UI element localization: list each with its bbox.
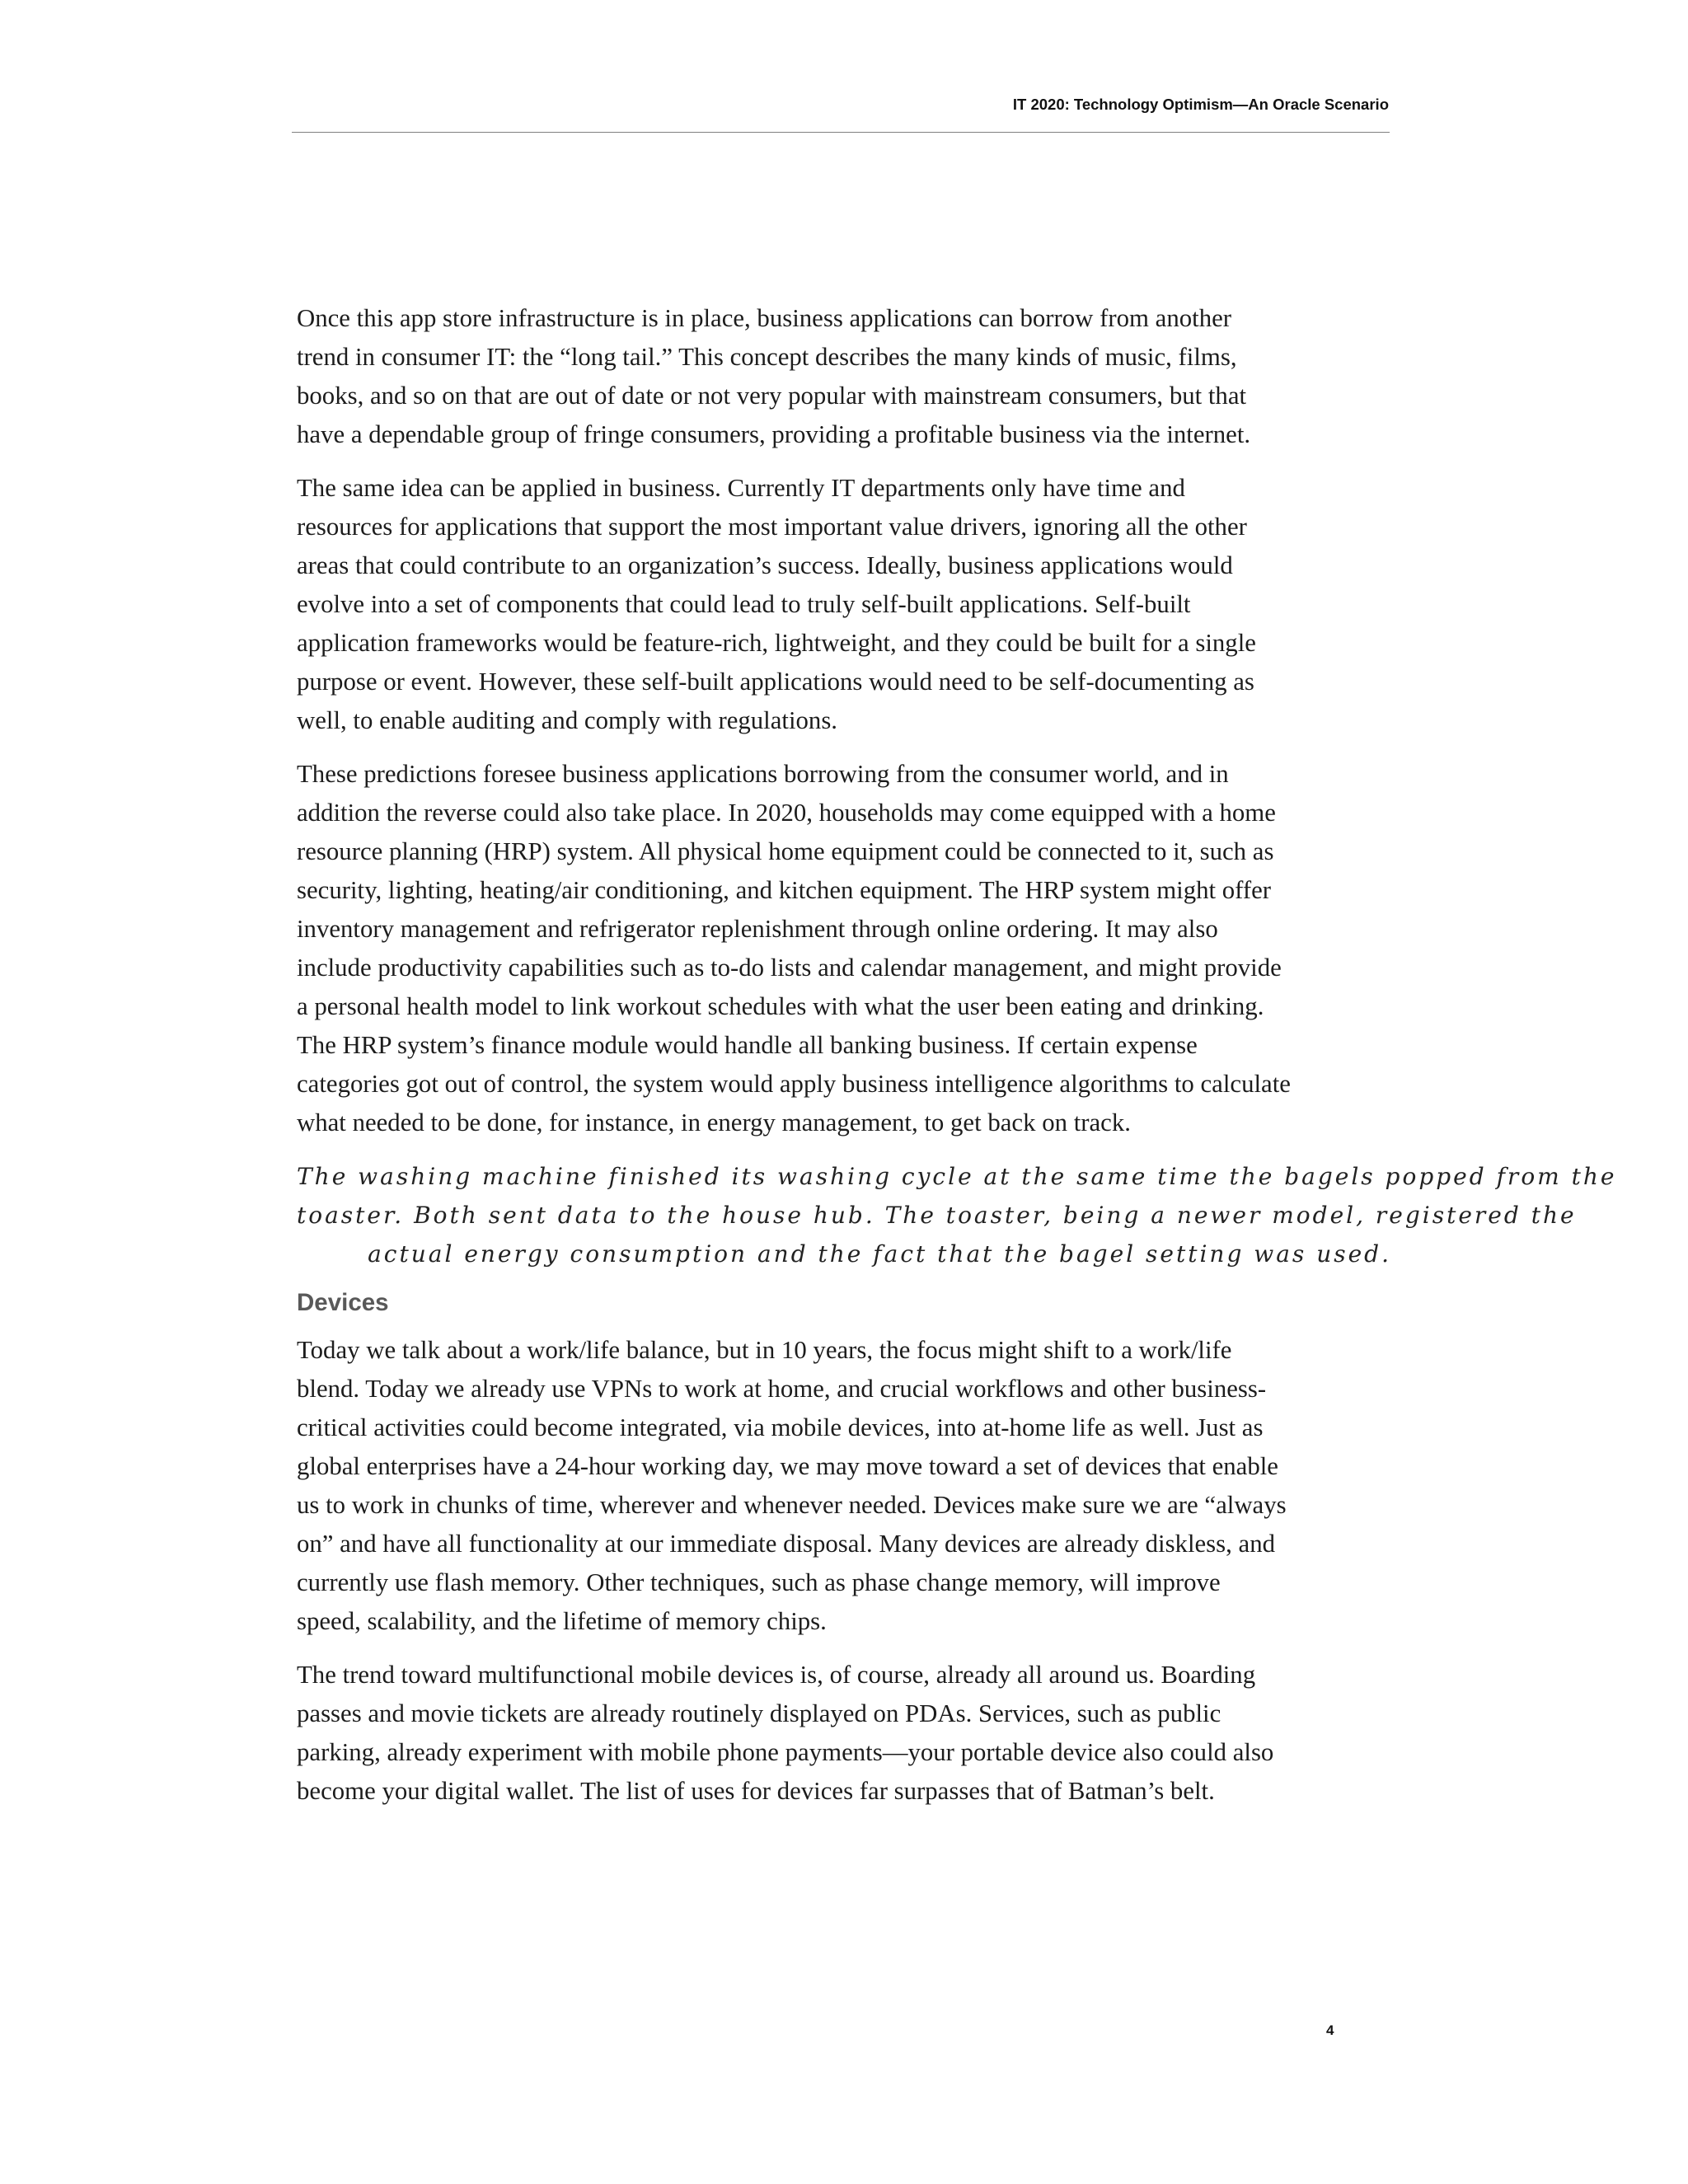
text-line: what needed to be done, for instance, in energy management, to get back on track. [297, 1108, 1131, 1137]
body-text [297, 299, 1617, 1825]
text-line: parking, already experiment with mobile phone payments—your portable device also could also [297, 1738, 1274, 1766]
text-line: have a dependable group of fringe consumers, providing a profitable business via the internet. [297, 420, 1251, 448]
text-line: currently use flash memory. Other techniques, such as phase change memory, will improve [297, 1568, 1221, 1596]
paragraph-long-tail [297, 299, 1393, 454]
text-line: on” and have all functionality at our immediate disposal. Many devices are already diskless, and [297, 1530, 1276, 1558]
paragraph-work-life-blend [297, 1331, 1393, 1641]
page-number: 4 [1326, 2022, 1334, 2038]
text-line: well, to enable auditing and comply with regulations. [297, 706, 837, 734]
text-line: The same idea can be applied in business. Currently IT departments only have time and [297, 474, 1185, 502]
text-line: include productivity capabilities such as to-do lists and calendar management, and might provide [297, 954, 1282, 982]
text-line: The trend toward multifunctional mobile devices is, of course, already all around us. Boarding [297, 1661, 1256, 1689]
paragraph-business-idea [297, 469, 1393, 740]
text-line: application frameworks would be feature-rich, lightweight, and they could be built for a single [297, 629, 1256, 657]
text-line: speed, scalability, and the lifetime of memory chips. [297, 1607, 827, 1635]
text-line: global enterprises have a 24-hour working day, we may move toward a set of devices that enable [297, 1452, 1278, 1480]
text-line: addition the reverse could also take place. In 2020, households may come equipped with a home [297, 799, 1276, 827]
text-line: evolve into a set of components that could lead to truly self-built applications. Self-built [297, 590, 1191, 618]
pull-quote [297, 1157, 1617, 1273]
text-line: trend in consumer IT: the “long tail.” This concept describes the many kinds of music, films, [297, 343, 1237, 371]
text-line: The HRP system’s finance module would handle all banking business. If certain expense [297, 1031, 1198, 1059]
text-line: us to work in chunks of time, wherever and whenever needed. Devices make sure we are “always [297, 1491, 1287, 1519]
quote-line: toaster. Both sent data to the house hub. The toaster, being a newer model, registered the [297, 1202, 1577, 1229]
text-line: These predictions foresee business applications borrowing from the consumer world, and in [297, 760, 1229, 788]
running-header: IT 2020: Technology Optimism—An Oracle Scenario [1012, 96, 1389, 113]
quote-line: actual energy consumption and the fact that the bagel setting was used. [368, 1240, 1391, 1268]
text-line: blend. Today we already use VPNs to work at home, and crucial workflows and other business- [297, 1375, 1267, 1403]
text-line: security, lighting, heating/air conditioning, and kitchen equipment. The HRP system might offer [297, 876, 1272, 904]
text-line: a personal health model to link workout schedules with what the user been eating and drinking. [297, 992, 1264, 1020]
text-line: resource planning (HRP) system. All physical home equipment could be connected to it, such as [297, 837, 1274, 865]
text-line: Today we talk about a work/life balance, but in 10 years, the focus might shift to a work/life [297, 1336, 1232, 1364]
paragraph-multifunctional-devices [297, 1656, 1393, 1811]
text-line: books, and so on that are out of date or not very popular with mainstream consumers, but that [297, 382, 1247, 410]
text-line: purpose or event. However, these self-built applications would need to be self-documenting as [297, 668, 1254, 696]
text-line: inventory management and refrigerator replenishment through online ordering. It may also [297, 915, 1218, 943]
text-line: Once this app store infrastructure is in place, business applications can borrow from another [297, 304, 1232, 332]
text-line: resources for applications that support the most important value drivers, ignoring all the other [297, 513, 1247, 541]
text-line: passes and movie tickets are already routinely displayed on PDAs. Services, such as public [297, 1699, 1221, 1727]
header-rule [292, 132, 1390, 133]
quote-line: The washing machine finished its washing cycle at the same time the bagels popped from the [297, 1163, 1617, 1190]
paragraph-hrp-system [297, 755, 1393, 1142]
text-line: critical activities could become integrated, via mobile devices, into at-home life as well. Just as [297, 1413, 1264, 1441]
text-line: areas that could contribute to an organization’s success. Ideally, business applications would [297, 551, 1233, 579]
text-line: categories got out of control, the system would apply business intelligence algorithms to calculate [297, 1070, 1291, 1098]
section-heading-devices: Devices [297, 1289, 389, 1316]
text-line: become your digital wallet. The list of uses for devices far surpasses that of Batman’s belt. [297, 1777, 1215, 1805]
